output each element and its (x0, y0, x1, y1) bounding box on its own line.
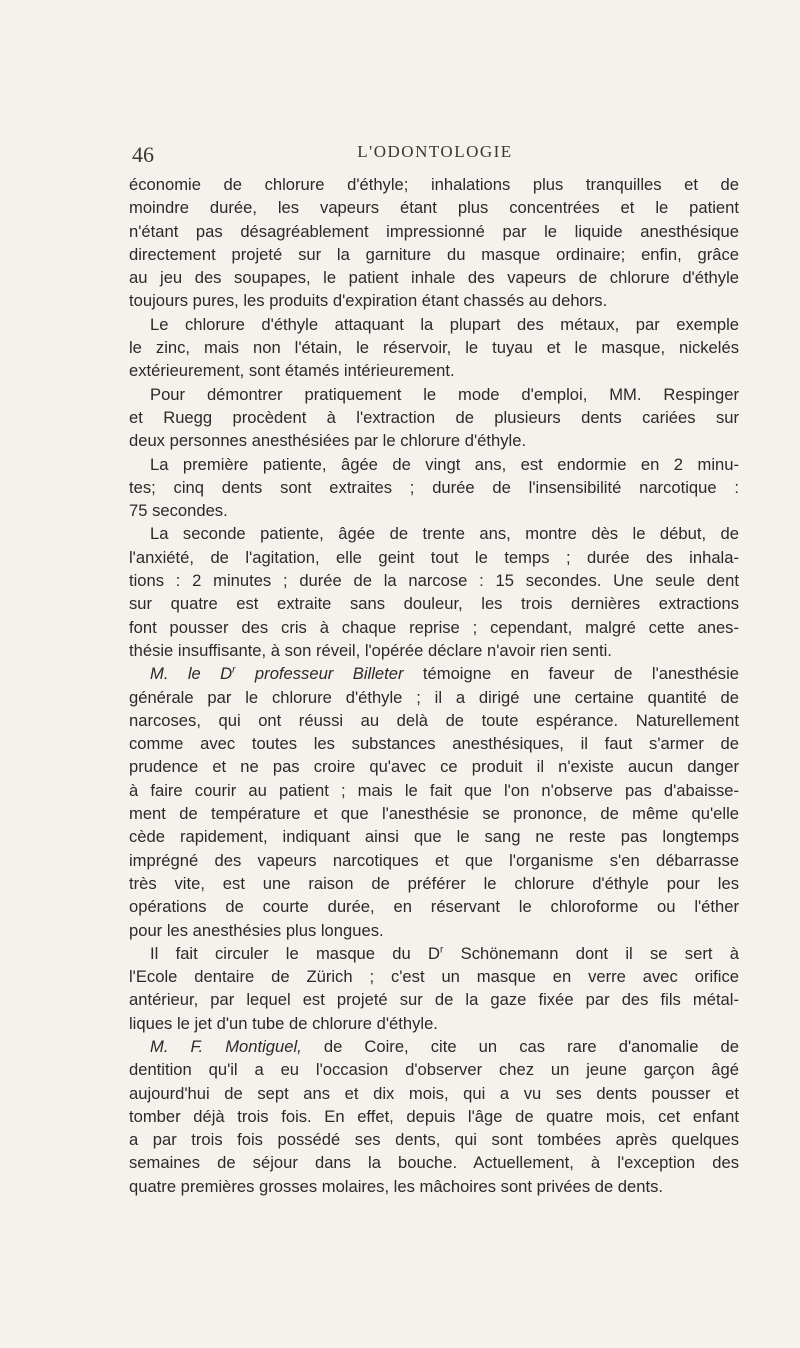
body-text (129, 173, 739, 1198)
text-segment: 75 secondes. (129, 501, 228, 521)
text-segment: le zinc, mais non l'étain, le réservoir, le tuyau et le masque, nickelés (129, 338, 739, 358)
text-line (129, 592, 739, 615)
text-segment: opérations de courte durée, en réservant le chloroforme ou l'éther (129, 897, 739, 917)
text-segment: tes; cinq dents sont extraites ; durée de l'insensibilité narcotique : (129, 477, 739, 497)
text-segment: cède rapidement, indiquant ainsi que le sang ne reste pas longtemps (129, 827, 739, 847)
text-line (129, 220, 739, 243)
text-line (129, 616, 739, 639)
text-segment: au jeu des soupapes, le patient inhale des vapeurs de chlorure d'éthyle (129, 268, 739, 288)
text-segment: directement projeté sur la garniture du masque ordinaire; enfin, grâce (129, 244, 739, 264)
text-line (129, 639, 739, 662)
text-line (129, 1082, 739, 1105)
text-segment: antérieur, par lequel est projeté sur de la gaze fixée par des fils métal- (129, 990, 739, 1010)
text-segment: et Ruegg procèdent à l'extraction de plusieurs dents cariées sur (129, 407, 739, 427)
text-line (129, 895, 739, 918)
text-line (129, 453, 739, 476)
page-header (132, 142, 738, 168)
text-segment: de Coire, cite un cas rare d'anomalie de (301, 1036, 739, 1056)
running-title: L'ODONTOLOGIE (357, 142, 513, 161)
text-line (129, 406, 739, 429)
text-segment: Le chlorure d'éthyle attaquant la plupart des métaux, par exemple (150, 314, 739, 334)
text-line (129, 732, 739, 755)
text-line (129, 779, 739, 802)
italic-text: M. le D (150, 664, 233, 684)
text-line (129, 173, 739, 196)
text-line (129, 965, 739, 988)
text-line (129, 755, 739, 778)
text-segment: Schönemann dont il se sert à (443, 943, 739, 963)
text-line (129, 872, 739, 895)
text-segment: prudence et ne pas croire qu'avec ce produit il n'existe aucun danger (129, 757, 739, 777)
text-segment: l'Ecole dentaire de Zürich ; c'est un masque en verre avec orifice (129, 967, 739, 987)
text-line (129, 942, 739, 965)
superscript: r (232, 664, 236, 676)
text-line (129, 289, 739, 312)
text-segment: tions : 2 minutes ; durée de la narcose : 15 secondes. Une seule dent (129, 571, 739, 591)
text-line (129, 196, 739, 219)
text-segment: extérieurement, sont étamés intérieurement. (129, 361, 455, 381)
text-segment: ment de température et que l'anesthésie se prononce, de même qu'elle (129, 804, 739, 824)
text-line (129, 546, 739, 569)
text-segment: dentition qu'il a eu l'occasion d'observer chez un jeune garçon âgé (129, 1060, 739, 1080)
text-segment: n'étant pas désagréablement impressionné par le liquide anesthésique (129, 221, 739, 241)
text-line (129, 802, 739, 825)
text-line (129, 1105, 739, 1128)
text-line (129, 359, 739, 382)
text-line (129, 709, 739, 732)
text-segment: font pousser des cris à chaque reprise ; cependant, malgré cette anes- (129, 617, 739, 637)
superscript: r (440, 944, 444, 956)
text-line (129, 1058, 739, 1081)
italic-text: professeur Billeter (235, 664, 404, 684)
text-line (129, 988, 739, 1011)
text-segment: La première patiente, âgée de vingt ans, est endormie en 2 minu- (150, 454, 739, 474)
text-line (129, 1012, 739, 1035)
text-line (129, 662, 739, 685)
text-segment: La seconde patiente, âgée de trente ans, montre dès le début, de (150, 524, 739, 544)
text-segment: moindre durée, les vapeurs étant plus concentrées et le patient (129, 198, 739, 218)
text-line (129, 1128, 739, 1151)
text-segment: imprégné des vapeurs narcotiques et que l'organisme s'en débarrasse (129, 850, 739, 870)
text-segment: Pour démontrer pratiquement le mode d'emploi, MM. Respinger (150, 384, 739, 404)
text-line (129, 522, 739, 545)
italic-text: M. F. Montiguel, (150, 1036, 302, 1056)
text-segment: tomber déjà trois fois. En effet, depuis l'âge de quatre mois, cet enfant (129, 1106, 739, 1126)
text-segment: a par trois fois possédé ses dents, qui sont tombées après quelques (129, 1130, 739, 1150)
text-segment: comme avec toutes les substances anesthésiques, il faut s'armer de (129, 734, 739, 754)
page-number: 46 (132, 142, 154, 167)
text-segment: deux personnes anesthésiées par le chlorure d'éthyle. (129, 431, 527, 451)
text-segment: Il fait circuler le masque du D (150, 943, 441, 963)
text-segment: économie de chlorure d'éthyle; inhalations plus tranquilles et de (129, 175, 739, 194)
text-line (129, 476, 739, 499)
text-line (129, 383, 739, 406)
text-line (129, 849, 739, 872)
text-line (129, 1151, 739, 1174)
text-line (129, 569, 739, 592)
text-line (129, 825, 739, 848)
text-line (129, 919, 739, 942)
text-segment: aujourd'hui de sept ans et dix mois, qui a vu ses dents pousser et (129, 1083, 739, 1103)
text-segment: narcoses, qui ont réussi au delà de toute espérance. Naturellement (129, 710, 739, 730)
text-segment: thésie insuffisante, à son réveil, l'opérée déclare n'avoir rien senti. (129, 640, 612, 660)
text-line (129, 686, 739, 709)
text-segment: pour les anesthésies plus longues. (129, 920, 384, 940)
text-segment: toujours pures, les produits d'expiration étant chassés au dehors. (129, 291, 608, 311)
text-line (129, 429, 739, 452)
text-segment: liques le jet d'un tube de chlorure d'éthyle. (129, 1013, 438, 1033)
text-line (129, 1175, 739, 1198)
text-segment: quatre premières grosses molaires, les mâchoires sont privées de dents. (129, 1176, 664, 1196)
text-segment: sur quatre est extraite sans douleur, les trois dernières extractions (129, 594, 739, 614)
text-line (129, 243, 739, 266)
text-line (129, 336, 739, 359)
text-segment: très vite, est une raison de préférer le chlorure d'éthyle pour les (129, 873, 739, 893)
text-line (129, 313, 739, 336)
text-line (129, 1035, 739, 1058)
text-segment: semaines de séjour dans la bouche. Actuellement, à l'exception des (129, 1153, 739, 1173)
text-segment: générale par le chlorure d'éthyle ; il a dirigé une certaine quantité de (129, 687, 739, 707)
text-segment: témoigne en faveur de l'anesthésie (403, 664, 739, 684)
text-segment: à faire courir au patient ; mais le fait que l'on n'observe pas d'abaisse- (129, 780, 739, 800)
text-line (129, 266, 739, 289)
text-segment: l'anxiété, de l'agitation, elle geint tout le temps ; durée des inhala- (129, 547, 739, 567)
text-line (129, 499, 739, 522)
